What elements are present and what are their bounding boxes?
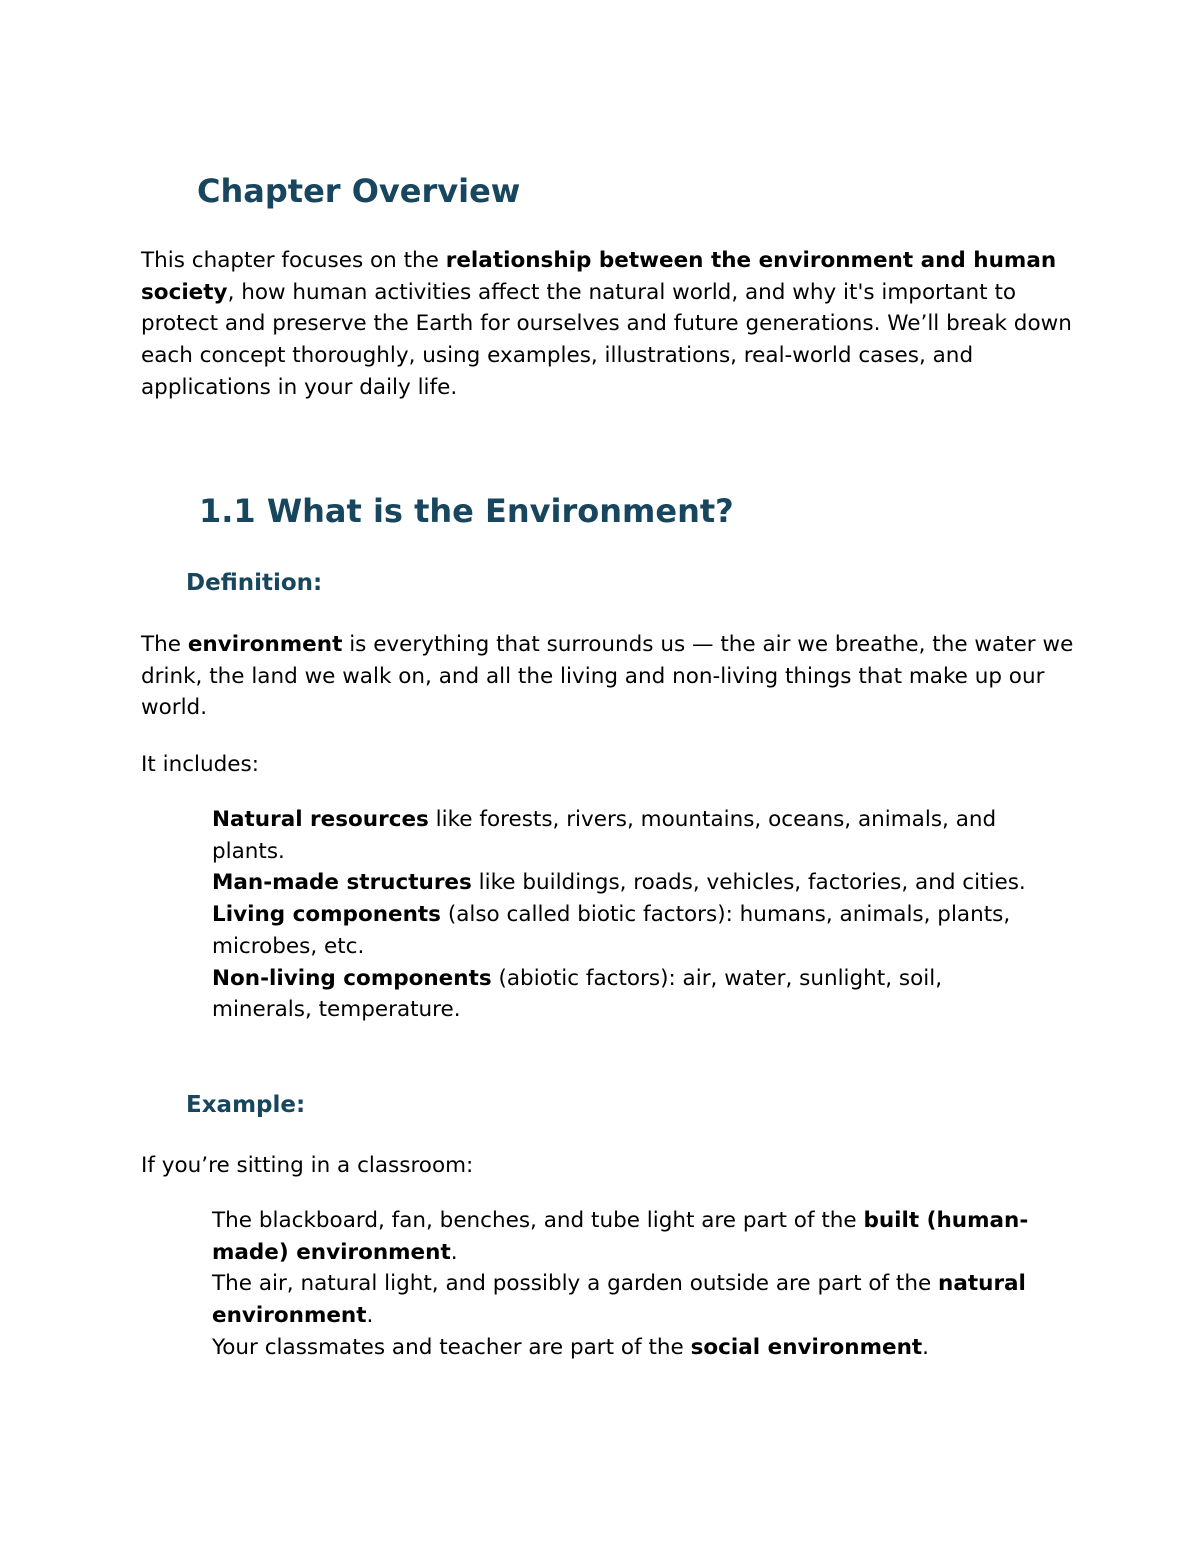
list-item xyxy=(212,963,1042,1026)
overview-text-start: This chapter focuses on the xyxy=(141,248,446,273)
overview-text-end: , how human activities affect the natural world, and why it's important to protect and preserve the Earth for ourselves and future generations. We’ll break down each concept thoroughly, using examples, illustrations, real-world cases, and applications in your daily life. xyxy=(141,279,1072,400)
example-list xyxy=(212,1205,1042,1364)
list-item xyxy=(212,1268,1042,1331)
definition-text-bold: environment xyxy=(187,632,343,657)
list-item-bold: social environment xyxy=(690,1334,923,1360)
list-item-text: like buildings, roads, vehicles, factories, and cities. xyxy=(471,870,1026,896)
list-item-text: like forests, rivers, mountains, oceans, animals, and plants. xyxy=(212,807,997,864)
includes-label: It includes: xyxy=(141,752,259,777)
example-heading: Example: xyxy=(186,1092,306,1118)
list-item-text: Your classmates and teacher are part of the xyxy=(212,1334,691,1360)
list-item-bold: Non-living components xyxy=(212,965,492,991)
list-item-text: (also called biotic factors): humans, animals, plants, microbes, etc. xyxy=(212,902,1011,959)
list-item-punct: . xyxy=(366,1303,374,1329)
includes-list xyxy=(212,804,1042,1026)
list-item-text: The air, natural light, and possibly a garden outside are part of the xyxy=(212,1271,939,1297)
definition-paragraph xyxy=(141,629,1081,724)
definition-heading: Definition: xyxy=(186,570,323,596)
definition-text-start: The xyxy=(141,632,188,657)
list-item xyxy=(212,867,1042,899)
list-item-bold: Living components xyxy=(212,902,441,928)
overview-paragraph xyxy=(141,245,1081,404)
list-item-punct: . xyxy=(450,1239,458,1265)
list-item xyxy=(212,1332,1042,1364)
list-item-text: (abiotic factors): air, water, sunlight, soil, minerals, temperature. xyxy=(212,965,943,1023)
list-item-punct: . xyxy=(922,1334,930,1360)
example-intro: If you’re sitting in a classroom: xyxy=(141,1153,474,1178)
list-item-bold: built (human-made) environment xyxy=(212,1208,1029,1265)
list-item-bold: Natural resources xyxy=(212,807,429,832)
list-item xyxy=(212,899,1042,962)
list-item-text: The blackboard, fan, benches, and tube light are part of the xyxy=(212,1208,864,1233)
list-item xyxy=(212,1205,1042,1268)
list-item-bold: natural environment xyxy=(212,1271,1026,1329)
definition-text-end: is everything that surrounds us — the air we breathe, the water we drink, the land we walk on, and all the living and non-living things that make up our world. xyxy=(141,632,1074,721)
overview-text-bold: relationship between the environment and human society xyxy=(141,248,1057,305)
section-1-1-heading: 1.1 What is the Environment? xyxy=(199,492,734,530)
chapter-overview-heading: Chapter Overview xyxy=(197,172,521,210)
list-item-bold: Man-made structures xyxy=(212,870,472,896)
list-item xyxy=(212,804,1042,867)
